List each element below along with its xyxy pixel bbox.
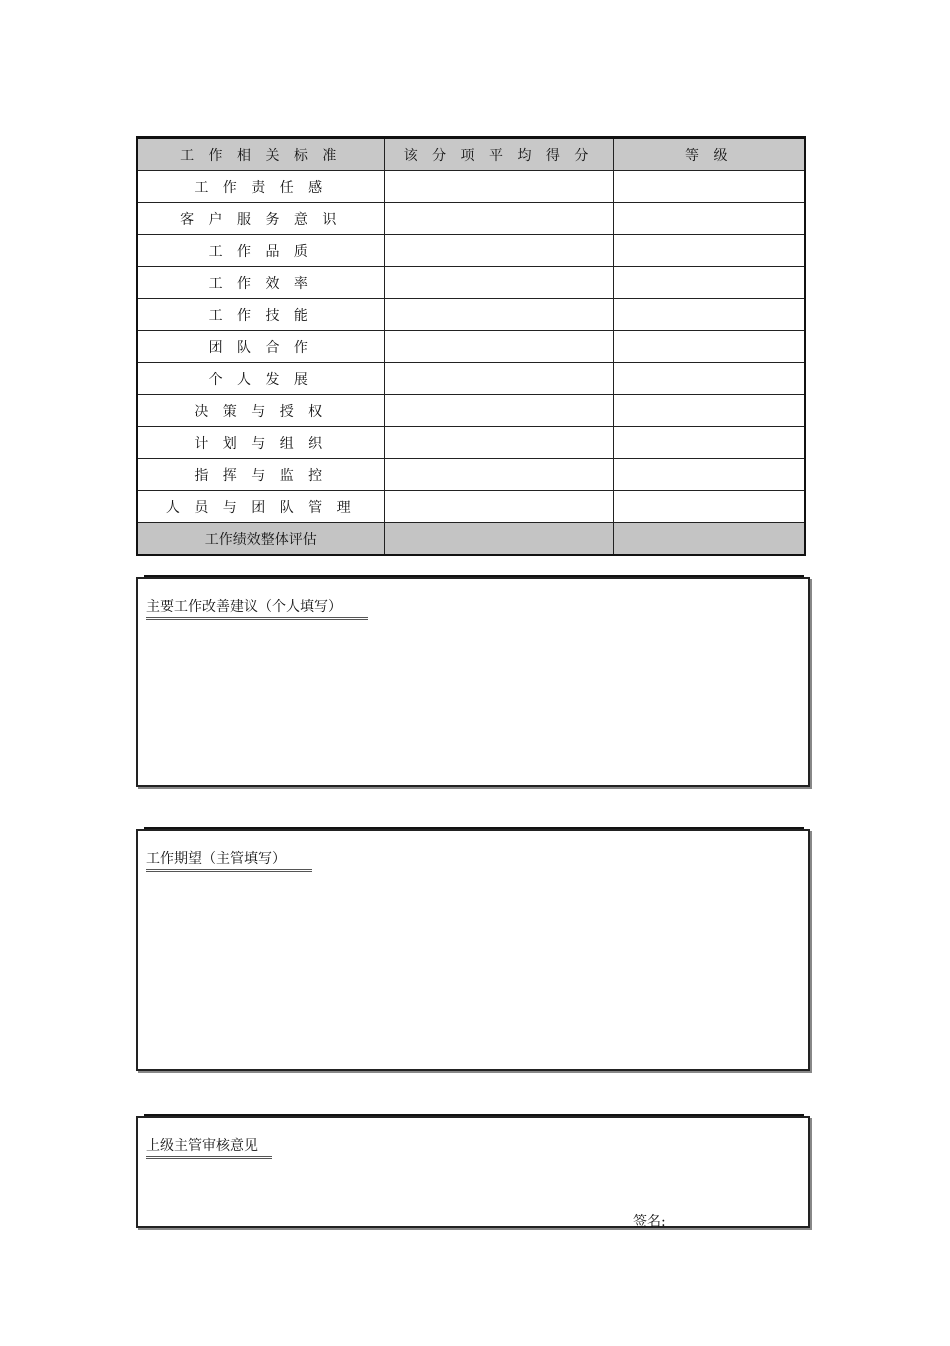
grade-cell[interactable] <box>613 395 805 427</box>
criterion-cell: 决 策 与 授 权 <box>137 395 384 427</box>
score-cell[interactable] <box>384 235 613 267</box>
criterion-cell: 团 队 合 作 <box>137 331 384 363</box>
table-row <box>137 267 805 299</box>
score-cell[interactable] <box>384 363 613 395</box>
score-cell[interactable] <box>384 171 613 203</box>
total-row <box>137 523 805 556</box>
criterion-cell: 客 户 服 务 意 识 <box>137 203 384 235</box>
header-grade: 等 级 <box>613 138 805 171</box>
score-cell[interactable] <box>384 491 613 523</box>
table-row <box>137 459 805 491</box>
criterion-cell: 指 挥 与 监 控 <box>137 459 384 491</box>
header-average-score: 该 分 项 平 均 得 分 <box>384 138 613 171</box>
criterion-cell: 工 作 技 能 <box>137 299 384 331</box>
evaluation-table <box>136 136 806 556</box>
improvement-suggestions-box[interactable] <box>136 577 810 787</box>
score-cell[interactable] <box>384 331 613 363</box>
table-row <box>137 203 805 235</box>
table-header-row <box>137 138 805 171</box>
table-row <box>137 171 805 203</box>
improvement-suggestions-title: 主要工作改善建议（个人填写） <box>146 599 368 620</box>
total-grade-cell[interactable] <box>613 523 805 556</box>
grade-cell[interactable] <box>613 171 805 203</box>
score-cell[interactable] <box>384 459 613 491</box>
score-cell[interactable] <box>384 267 613 299</box>
table-row <box>137 235 805 267</box>
score-cell[interactable] <box>384 427 613 459</box>
grade-cell[interactable] <box>613 331 805 363</box>
grade-cell[interactable] <box>613 235 805 267</box>
supervisor-review-title: 上级主管审核意见 <box>146 1138 272 1159</box>
grade-cell[interactable] <box>613 427 805 459</box>
criterion-cell: 个 人 发 展 <box>137 363 384 395</box>
grade-cell[interactable] <box>613 203 805 235</box>
table-row <box>137 395 805 427</box>
grade-cell[interactable] <box>613 299 805 331</box>
criterion-cell: 工 作 责 任 感 <box>137 171 384 203</box>
score-cell[interactable] <box>384 395 613 427</box>
work-expectation-box[interactable] <box>136 829 810 1071</box>
grade-cell[interactable] <box>613 459 805 491</box>
total-label: 工作绩效整体评估 <box>137 523 384 556</box>
grade-cell[interactable] <box>613 491 805 523</box>
table-row <box>137 363 805 395</box>
header-criterion: 工 作 相 关 标 准 <box>137 138 384 171</box>
signature-label: 签名: <box>633 1214 666 1230</box>
grade-cell[interactable] <box>613 363 805 395</box>
work-expectation-title: 工作期望（主管填写） <box>146 851 312 872</box>
table-row <box>137 299 805 331</box>
criterion-cell: 工 作 品 质 <box>137 235 384 267</box>
score-cell[interactable] <box>384 299 613 331</box>
total-score-cell[interactable] <box>384 523 613 556</box>
criterion-cell: 计 划 与 组 织 <box>137 427 384 459</box>
score-cell[interactable] <box>384 203 613 235</box>
grade-cell[interactable] <box>613 267 805 299</box>
table-row <box>137 427 805 459</box>
supervisor-review-box[interactable] <box>136 1116 810 1228</box>
criterion-cell: 人 员 与 团 队 管 理 <box>137 491 384 523</box>
table-row <box>137 491 805 523</box>
table-row <box>137 331 805 363</box>
criterion-cell: 工 作 效 率 <box>137 267 384 299</box>
